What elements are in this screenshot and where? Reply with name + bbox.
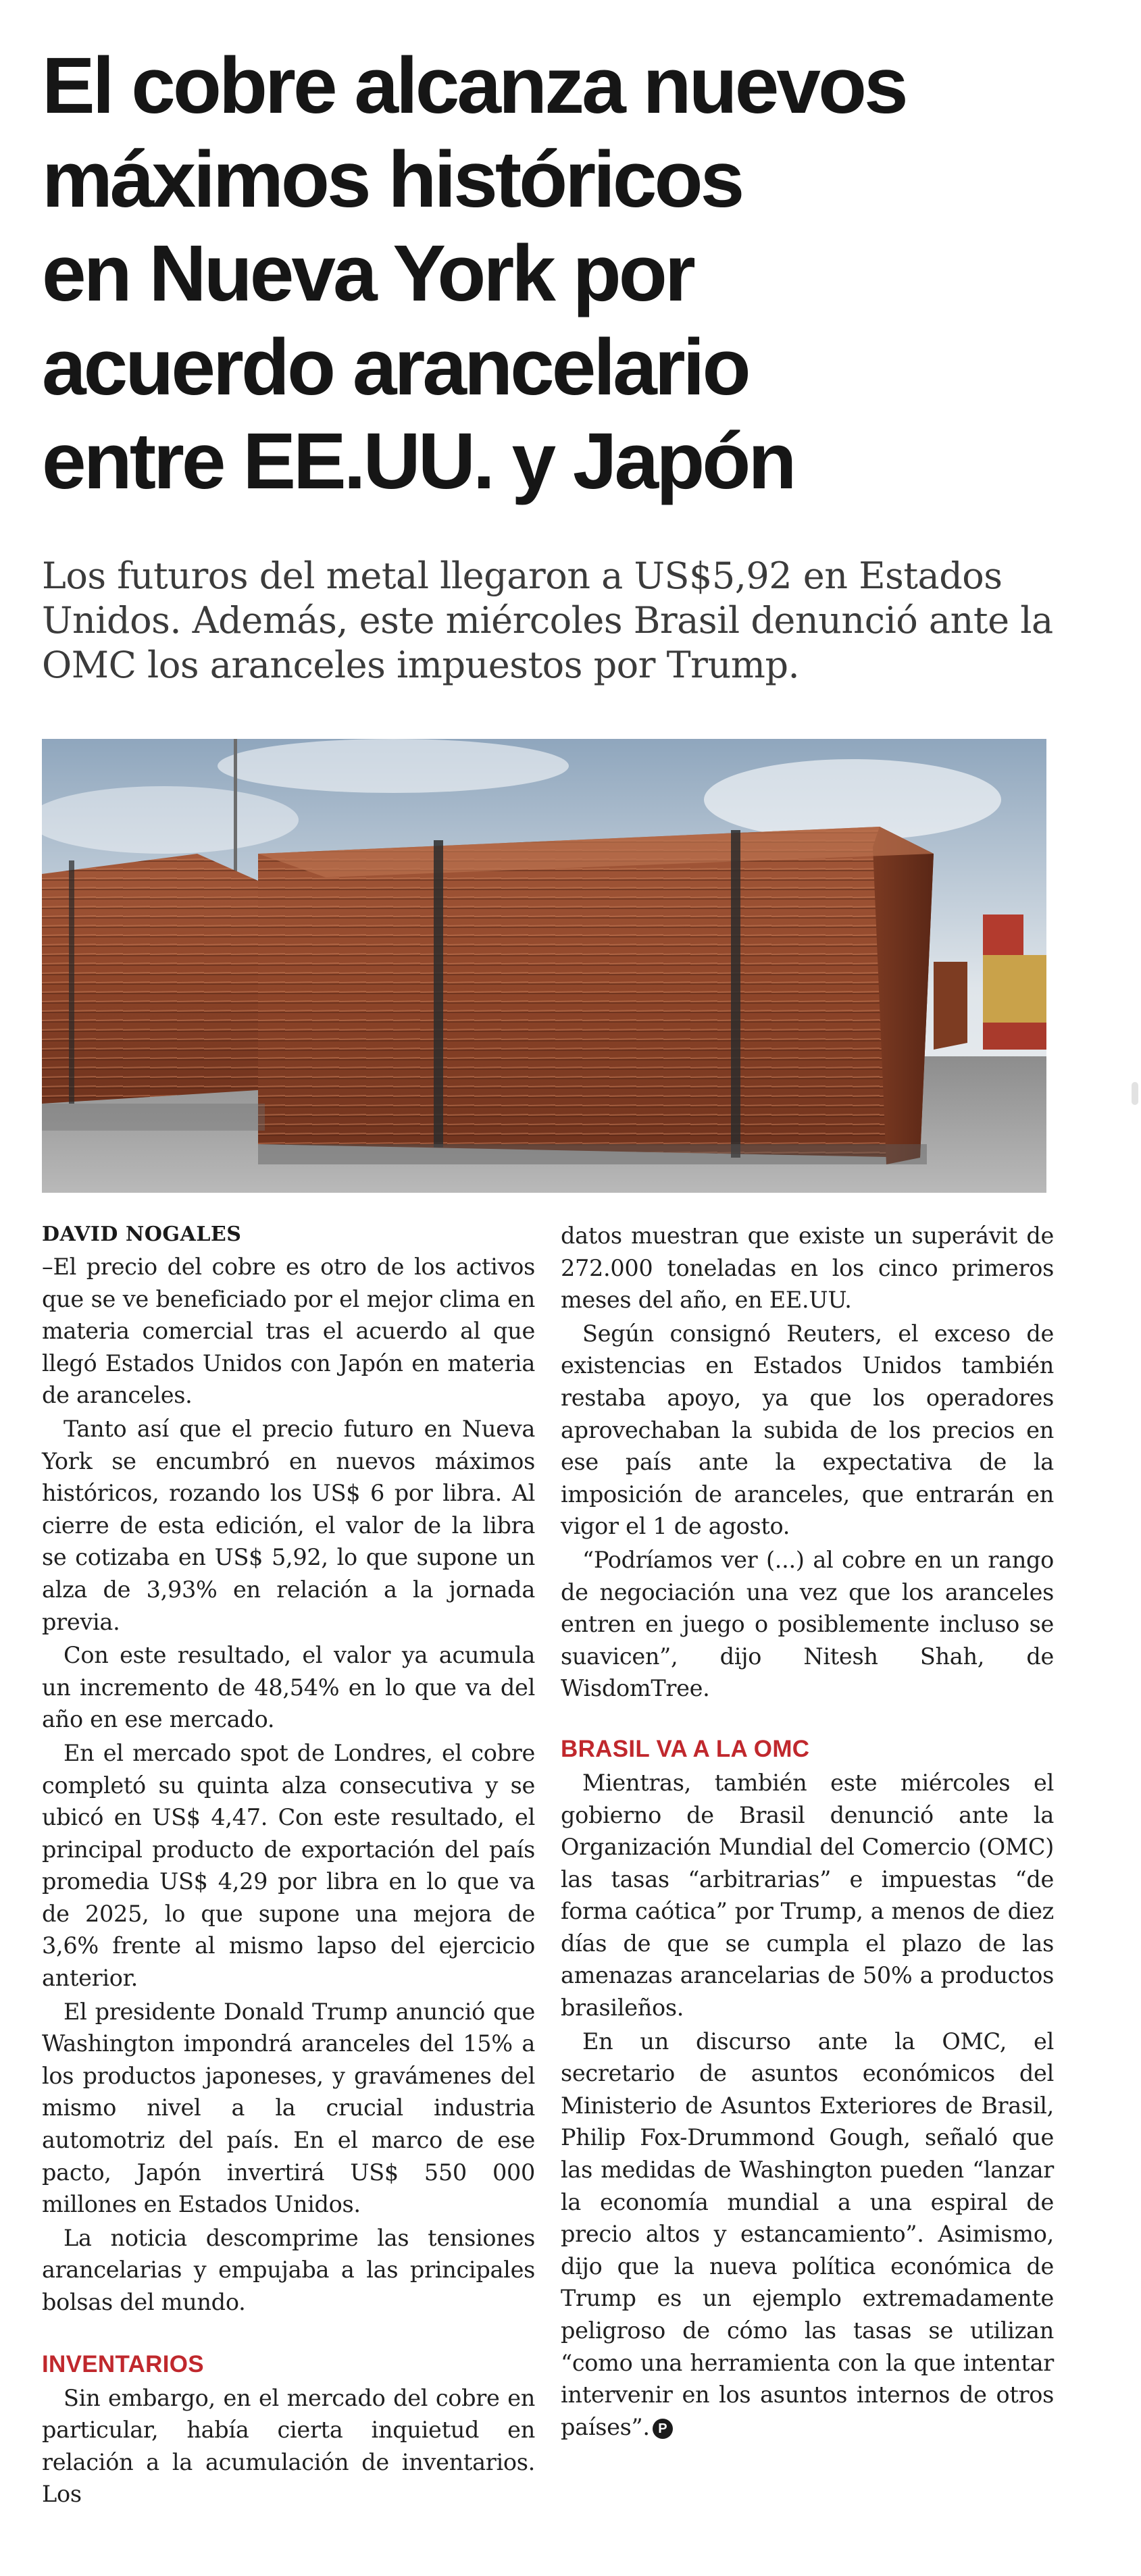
section-heading-inventarios: INVENTARIOS — [42, 2350, 204, 2377]
paragraph: datos muestran que existe un superávit de 272.000 toneladas en los cinco primeros meses del año, en EE.UU. — [561, 1222, 1054, 1314]
headline-line: acuerdo arancelario — [42, 323, 749, 412]
byline: DAVID NOGALES — [42, 1222, 242, 1246]
article-column-left — [42, 1220, 535, 2512]
paragraph: En el mercado spot de Londres, el cobre completó su quinta alza consecutiva y se ubicó en US$ 4,47. Con este resultado, el principal producto de exportación del país promedia US$ 4,29 por libra en lo que va de 2025, lo que supone una mejora de 3,6% frente al mismo lapso del ejercicio anterior. — [42, 1739, 535, 1992]
paragraph: Con este resultado, el valor ya acumula un incremento de 48,54% en lo que va del año en ese mercado. — [42, 1642, 535, 1733]
article-column-right — [561, 1220, 1054, 2444]
section-heading-brasil: BRASIL VA A LA OMC — [561, 1735, 810, 1762]
paragraph-text: En un discurso ante la OMC, el secretario de asuntos económicos del Ministerio de Asuntos Exteriores de Brasil, Philip Fox-Drummond Gough, señaló que las medidas de Washington pueden “lanzar la economía mundial a una espiral de precio altos y estancamiento”. Asimismo, dijo que la nueva política económica de Trump es un ejemplo extremadamente peligroso de cómo las tasas se utilizan “como una herramienta con la que intentar intervenir en los asuntos internos de otros países”. — [561, 2028, 1054, 2440]
headline-line: El cobre alcanza nuevos — [42, 41, 906, 130]
paragraph: Tanto así que el precio futuro en Nueva York se encumbró en nuevos máximos históricos, rozando los US$ 6 por libra. Al cierre de esta edición, el valor de la libra se cotizaba en US$ 5,92, lo que supone un alza de 3,93% en relación a la jornada previa. — [42, 1415, 535, 1635]
copper-cathodes-photo — [42, 739, 1046, 1193]
scroll-edge-marker — [1132, 1082, 1138, 1105]
paragraph: El presidente Donald Trump anunció que Washington impondrá aranceles del 15% a los productos japoneses, y gravámenes del mismo nivel a la crucial industria automotriz del país. En el marco de ese pacto, Japón invertirá US$ 550 000 millones en Estados Unidos. — [42, 1998, 535, 2218]
paragraph: Sin embargo, en el mercado del cobre en particular, había cierta inquietud en relación a la acumulación de inventarios. Los — [42, 2384, 535, 2508]
headline-line: en Nueva York por — [42, 229, 693, 318]
paragraph: –El precio del cobre es otro de los activos que se ve beneficiado por el mejor clima en materia comercial tras el acuerdo al que llegó Estados Unidos con Japón en materia de aranceles. — [42, 1254, 535, 1409]
publication-logo-icon: P — [653, 2419, 673, 2439]
final-paragraph — [561, 2026, 1054, 2444]
paragraph: Según consignó Reuters, el exceso de existencias en Estados Unidos también restaba apoyo, ya que los operadores aprovechaban la subida de los precios en ese país ante la expectativa de la imposición de aranceles, que entrarán en vigor el 1 de agosto. — [561, 1320, 1054, 1540]
headline-line: máximos históricos — [42, 135, 742, 224]
paragraph: “Podríamos ver (...) al cobre en un rango de negociación una vez que los aranceles entren en juego o posiblemente incluso se suavicen”, dijo Nitesh Shah, de WisdomTree. — [561, 1546, 1054, 1702]
subtitle: Los futuros del metal llegaron a US$5,92 en Estados Unidos. Además, este miércoles Brasil denunció ante la OMC los aranceles impuestos por Trump. — [42, 555, 1053, 686]
headline-line: entre EE.UU. y Japón — [42, 417, 794, 506]
paragraph: Mientras, también este miércoles el gobierno de Brasil denunció ante la Organización Mundial del Comercio (OMC) las tasas “arbitrarias” e impuestas “de forma caótica” por Trump, a menos de diez días de que se cumpla el plazo de las amenazas arancelarias de 50% a productos brasileños. — [561, 1769, 1054, 2021]
paragraph: La noticia descomprime las tensiones arancelarias y empujaba a las principales bolsas del mundo. — [42, 2224, 535, 2315]
headline — [42, 39, 1042, 509]
